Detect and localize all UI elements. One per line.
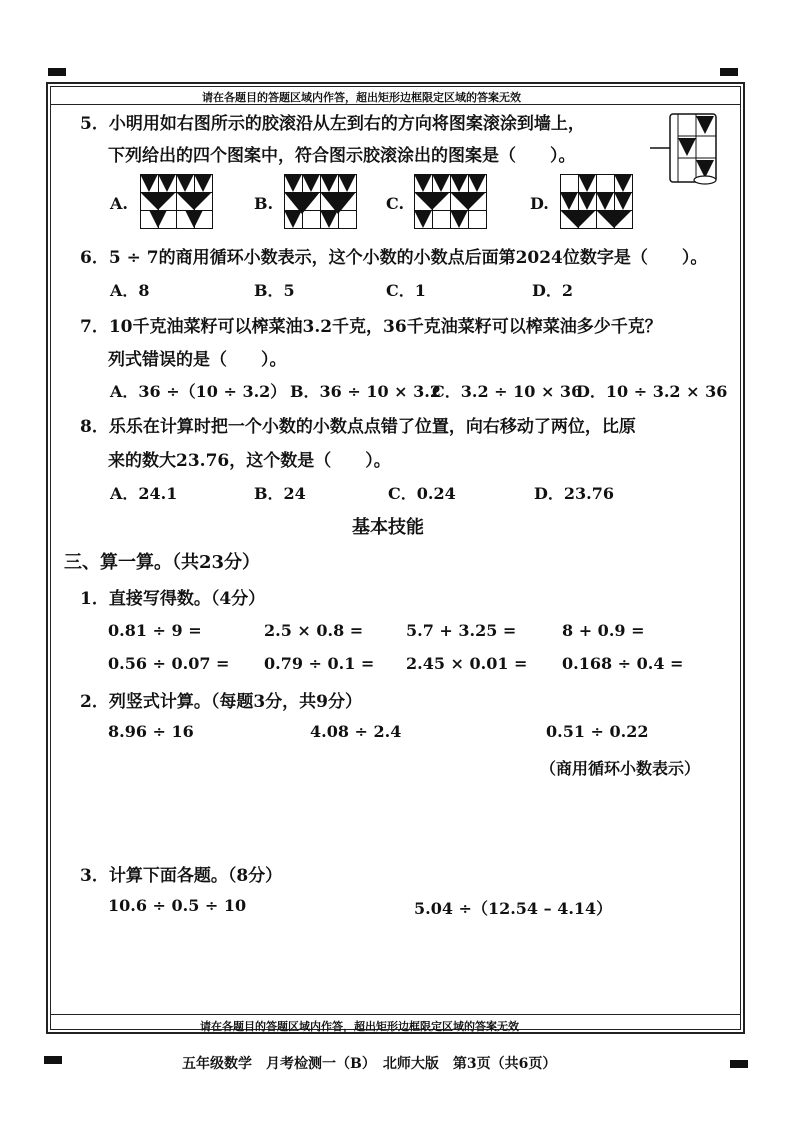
vertical-calc-3: 0.51 ÷ 0.22 [546, 722, 649, 741]
q6-option-c[interactable]: C．1 [386, 281, 426, 300]
part3-s2-title: 2．列竖式计算。（每题3分，共9分） [80, 692, 362, 712]
part3-s1-title: 1．直接写得数。（4分） [80, 589, 266, 609]
notice-bottom-rule [50, 1014, 741, 1015]
q7-line2: 列式错误的是（ ）。 [108, 350, 287, 370]
q6-option-a[interactable]: A．8 [110, 281, 150, 300]
oral-calc-1: 0.81 ÷ 9 = [108, 621, 202, 640]
part3-s3-title: 3．计算下面各题。（8分） [80, 866, 283, 886]
oral-calc-6: 0.79 ÷ 0.1 = [264, 654, 375, 673]
registration-mark-bottom-right [730, 1060, 748, 1068]
oral-calc-4: 8 + 0.9 = [562, 621, 645, 640]
section-title: 基本技能 [352, 517, 424, 538]
oral-calc-2: 2.5 × 0.8 = [264, 621, 364, 640]
registration-mark-bottom-left [44, 1056, 62, 1064]
q7-line1: 7．10千克油菜籽可以榨菜油3.2千克，36千克油菜籽可以榨菜油多少千克？ [80, 317, 662, 337]
q7-option-c[interactable]: C．3.2 ÷ 10 × 36 [432, 382, 583, 401]
q5-line1: 5．小明用如右图所示的胶滚沿从左到右的方向将图案滚涂到墙上， [80, 114, 585, 134]
oral-calc-3: 5.7 + 3.25 = [406, 621, 517, 640]
q5-option-a-label: A. [110, 194, 128, 213]
vertical-calc-1: 8.96 ÷ 16 [108, 722, 194, 741]
q5-option-d-label: D. [530, 194, 549, 213]
q7-option-b[interactable]: B．36 ÷ 10 × 3.2 [290, 382, 441, 401]
q6-stem: 6．5 ÷ 7的商用循环小数表示，这个小数的小数点后面第2024位数字是（ ）。 [80, 248, 708, 268]
q8-option-a[interactable]: A．24.1 [110, 484, 178, 503]
vertical-calc-2: 4.08 ÷ 2.4 [310, 722, 402, 741]
oral-calc-8: 0.168 ÷ 0.4 = [562, 654, 684, 673]
q7-option-d[interactable]: D．10 ÷ 3.2 × 36 [576, 382, 728, 401]
q7-option-a[interactable]: A．36 ÷（10 ÷ 3.2） [110, 382, 287, 401]
q8-line2: 来的数大23.76，这个数是（ ）。 [108, 451, 391, 471]
q8-option-b[interactable]: B．24 [254, 484, 306, 503]
q5-option-b-pattern[interactable] [284, 174, 358, 230]
q5-option-a-pattern[interactable] [140, 174, 214, 230]
compute-item-2: 5.04 ÷（12.54 – 4.14） [414, 899, 613, 918]
notice-top: 请在各题目的答题区域内作答，超出矩形边框限定区域的答案无效 [202, 91, 521, 104]
registration-mark-top-right [720, 68, 738, 76]
part3-heading: 三、算一算。（共23分） [64, 552, 261, 573]
oral-calc-5: 0.56 ÷ 0.07 = [108, 654, 230, 673]
page-footer: 五年级数学 月考检测一（B） 北师大版 第3页（共6页） [182, 1056, 557, 1072]
q5-line2: 下列给出的四个图案中，符合图示胶滚涂出的图案是（ ）。 [108, 146, 576, 166]
q5-option-b-label: B. [254, 194, 274, 213]
oral-calc-7: 2.45 × 0.01 = [406, 654, 528, 673]
q6-option-d[interactable]: D．2 [532, 281, 574, 300]
q5-option-c-pattern[interactable] [414, 174, 488, 230]
vertical-calc-note: （商用循环小数表示） [540, 759, 701, 778]
q5-option-c-label: C. [386, 194, 405, 213]
q8-option-c[interactable]: C．0.24 [388, 484, 456, 503]
compute-item-1: 10.6 ÷ 0.5 ÷ 10 [108, 896, 247, 915]
q8-line1: 8．乐乐在计算时把一个小数的小数点点错了位置，向右移动了两位，比原 [80, 417, 636, 437]
q8-option-d[interactable]: D．23.76 [534, 484, 614, 503]
notice-bottom: 请在各题目的答题区域内作答，超出矩形边框限定区域的答案无效 [200, 1020, 519, 1033]
notice-top-rule [50, 104, 741, 105]
q6-option-b[interactable]: B．5 [254, 281, 295, 300]
q5-option-d-pattern[interactable] [560, 174, 634, 230]
registration-mark-top-left [48, 68, 66, 76]
paint-roller-figure [648, 108, 728, 188]
